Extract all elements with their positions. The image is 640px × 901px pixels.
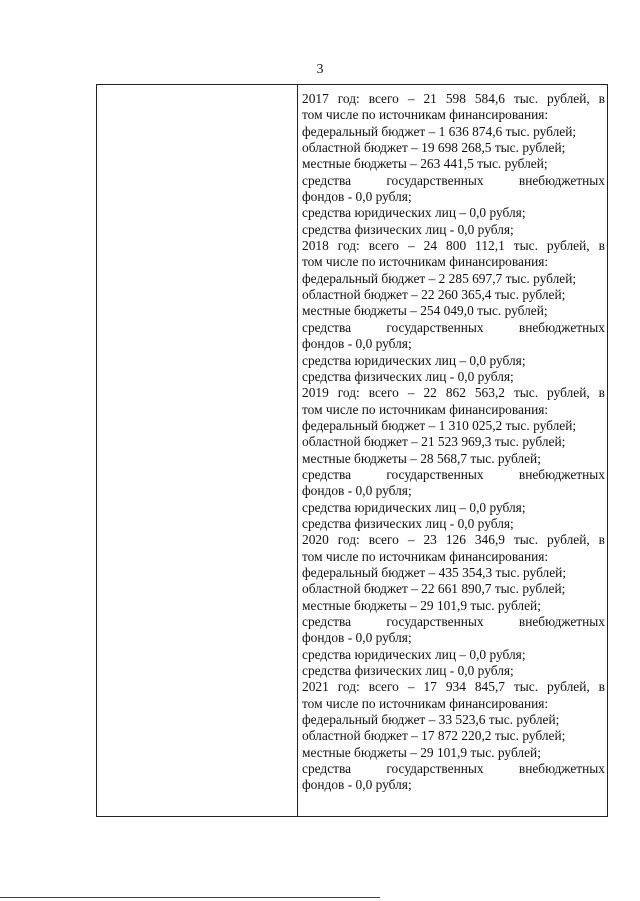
year-2017-total-line-2: том числе по источникам финансирования: [302,107,549,123]
word: рублей, [547,385,590,401]
year-2017-funds-line-2: фондов - 0,0 рубля; [302,189,412,205]
word: – [407,532,415,548]
word: всего [368,91,399,106]
word: тыс. [513,679,539,695]
year-2021-funds-line-2: фондов - 0,0 рубля; [302,777,412,793]
table-right-column [298,85,607,816]
year-2020-legal: средства юридических лиц – 0,0 рубля; [302,646,526,662]
year-2018-local: местные бюджеты – 254 049,0 тыс. рублей; [302,303,548,319]
year-2021-regional: областной бюджет – 17 872 220,2 тыс. рублей; [302,728,566,744]
word: 2021 [302,679,329,695]
word: 934 [445,679,466,695]
year-2017-total-line-1 [302,91,605,107]
word: год: [337,679,360,695]
year-2017-legal: средства юридических лиц – 0,0 рубля; [302,205,526,221]
word: в [598,238,605,254]
page-number: 3 [316,62,324,77]
year-2020-regional: областной бюджет – 22 661 890,7 тыс. рублей; [302,581,566,597]
year-2017-local: местные бюджеты – 263 441,5 тыс. рублей; [302,156,548,172]
word: 862 [445,385,466,401]
year-2018-legal: средства юридических лиц – 0,0 рубля; [302,352,526,368]
year-2021-total-line-1 [302,679,605,695]
year-2018-total-line-2: том числе по источникам финансирования: [302,254,549,270]
year-2021-funds-line-1: средства государственных внебюджетных [302,761,605,777]
word: 126 [445,532,466,548]
year-2017-regional: областной бюджет – 19 698 268,5 тыс. рублей; [302,140,566,156]
year-2019-total-line-1 [302,385,605,401]
word: год: [337,91,360,106]
year-2019-regional: областной бюджет – 21 523 969,3 тыс. рублей; [302,434,566,450]
word: всего [368,385,399,401]
word: 2020 [302,532,329,548]
word: в [598,91,605,106]
word: тыс. [513,532,539,548]
word: 24 [423,238,438,254]
word: 584,6 [474,91,505,106]
year-2020-total-line-2: том числе по источникам финансирования: [302,548,549,564]
word: год: [337,385,360,401]
year-2017-federal: федеральный бюджет – 1 636 874,6 тыс. рублей; [302,123,577,139]
year-2019-local: местные бюджеты – 28 568,7 тыс. рублей; [302,450,541,466]
year-2020-funds-line-2: фондов - 0,0 рубля; [302,630,412,646]
year-2021-local: местные бюджеты – 29 101,9 тыс. рублей; [302,744,541,760]
year-2021-federal: федеральный бюджет – 33 523,6 тыс. рублей; [302,712,560,728]
year-2019-total-line-2: том числе по источникам финансирования: [302,401,549,417]
word: 2018 [302,238,329,254]
word: 563,2 [474,385,505,401]
word: год: [337,238,360,254]
year-2020-funds-line-1: средства государственных внебюджетных [302,614,605,629]
year-2018-total-line-1 [302,238,605,254]
word: тыс. [513,238,538,254]
year-2018-federal: федеральный бюджет – 2 285 697,7 тыс. рублей; [302,270,577,286]
word: 346,9 [474,532,505,548]
word: 17 [423,679,437,695]
year-2018-regional: областной бюджет – 22 260 365,4 тыс. рублей; [302,287,566,303]
word: 2017 [302,91,329,106]
year-2019-funds-line-2: фондов - 0,0 рубля; [302,483,412,499]
word: – [407,238,415,254]
year-2021-total-line-2: том числе по источникам финансирования: [302,695,549,711]
year-2020-local: местные бюджеты – 29 101,9 тыс. рублей; [302,597,541,613]
word: всего [368,532,399,548]
word: в [598,532,605,548]
year-2018-funds-line-1: средства государственных внебюджетных [302,319,605,335]
word: в [598,385,605,401]
word: в [598,679,605,695]
word: – [407,385,415,401]
year-2019-individual: средства физических лиц - 0,0 рубля; [302,515,514,531]
year-2020-total-line-1 [302,532,605,548]
word: – [407,679,415,695]
word: 800 [446,238,467,254]
year-2019-legal: средства юридических лиц – 0,0 рубля; [302,499,526,515]
word: рублей, [547,91,590,106]
word: 22 [423,385,437,401]
year-2018-funds-line-2: фондов - 0,0 рубля; [302,336,412,352]
bottom-rule [0,897,380,898]
word: рублей, [547,532,590,548]
word: 23 [423,532,437,548]
word: тыс. [513,91,539,106]
word: год: [337,532,360,548]
word: – [407,91,415,106]
year-2017-individual: средства физических лиц - 0,0 рубля; [302,221,514,237]
year-2019-federal: федеральный бюджет – 1 310 025,2 тыс. рублей; [302,417,577,433]
word: 845,7 [474,679,505,695]
word: 112,1 [475,238,505,254]
word: всего [368,238,399,254]
word: 598 [445,91,466,106]
year-2018-individual: средства физических лиц - 0,0 рубля; [302,368,514,384]
word: рублей, [546,238,590,254]
year-2020-individual: средства физических лиц - 0,0 рубля; [302,663,514,679]
year-2017-funds-line-1: средства государственных внебюджетных [302,172,605,188]
word: 21 [423,91,437,106]
word: 2019 [302,385,329,401]
funding-table [96,84,608,817]
word: рублей, [547,679,590,695]
word: всего [368,679,399,695]
year-2020-federal: федеральный бюджет – 435 354,3 тыс. рублей; [302,564,567,580]
year-2019-funds-line-1: средства государственных внебюджетных [302,466,605,482]
table-left-column [97,85,298,816]
word: тыс. [513,385,539,401]
